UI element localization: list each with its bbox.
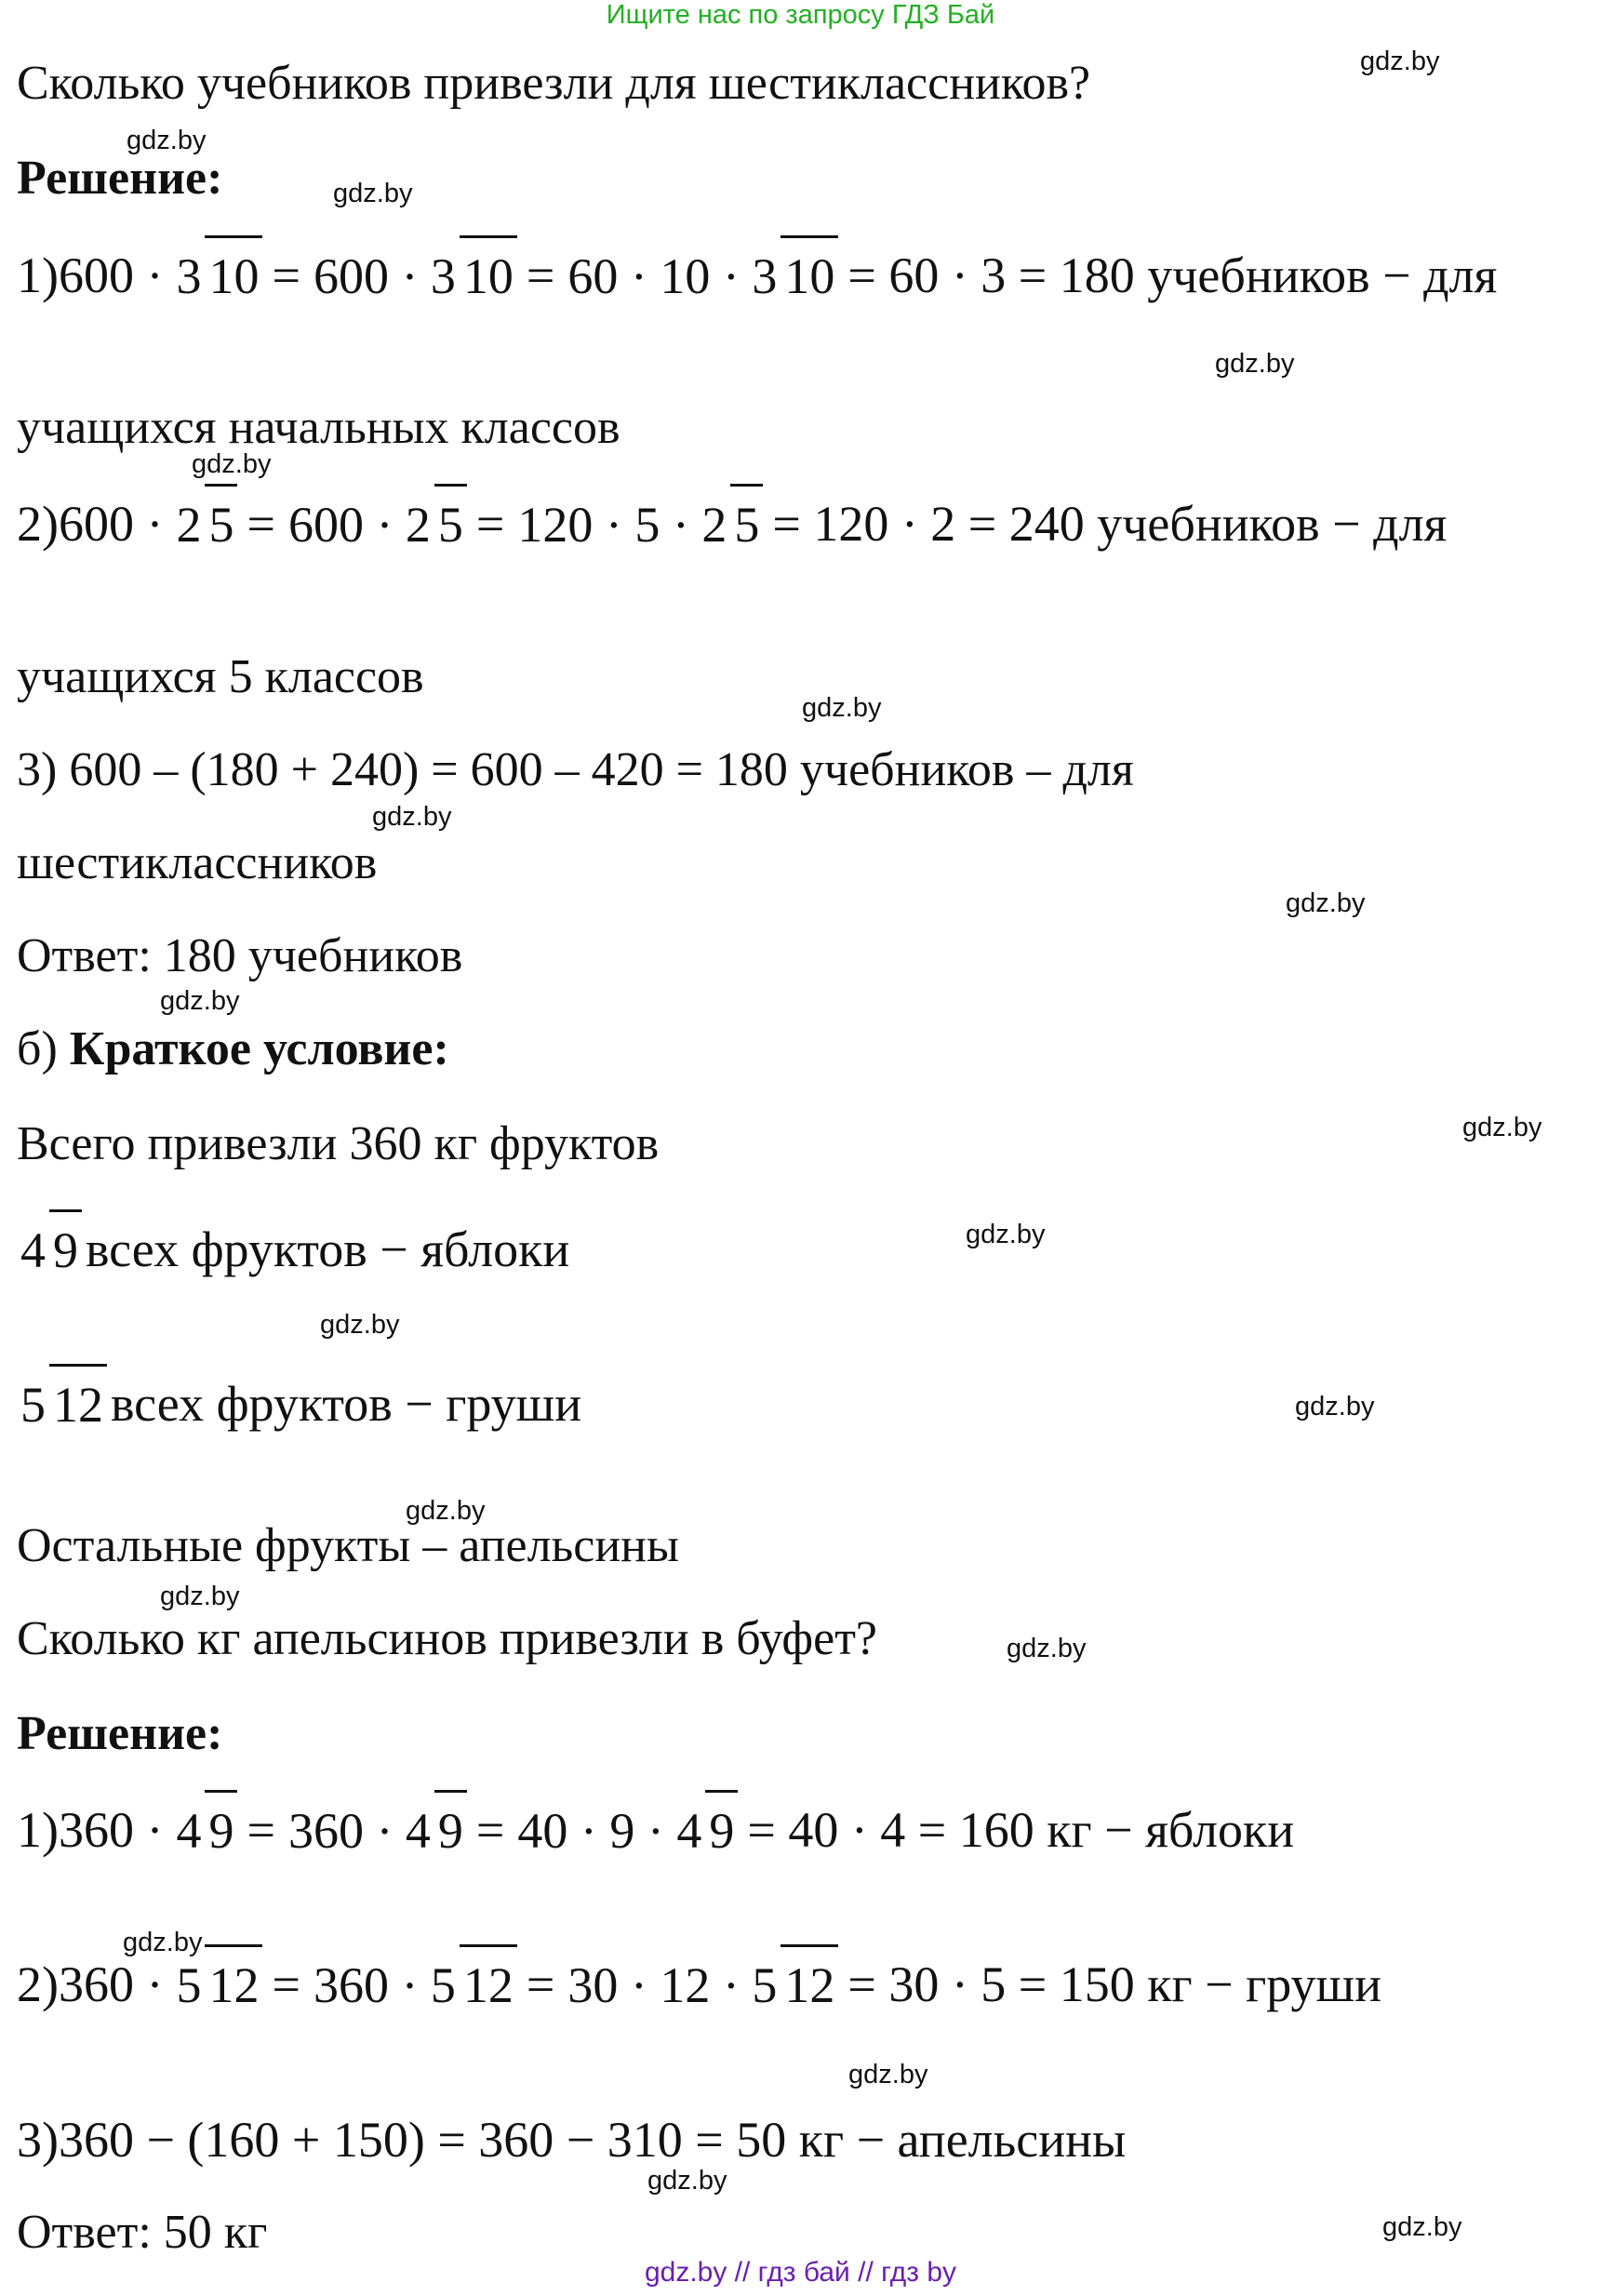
question-a: Сколько учебников привезли для шестиклассников? (17, 57, 1091, 110)
numerator: 5 (20, 1377, 46, 1433)
fraction (564, 1944, 838, 2023)
solution-label-a: Решение: (17, 152, 223, 205)
fraction (564, 235, 838, 314)
solution-label-b: Решение: (17, 1707, 223, 1760)
step-1-equation (17, 235, 1497, 314)
numerator: 60 · 10 · 3 (567, 248, 778, 304)
fraction (17, 1364, 107, 1443)
numerator: 360 · 5 (313, 1957, 456, 2013)
watermark: gdz.by (192, 449, 272, 479)
step-2-prefix: 2)600 · (17, 495, 164, 552)
numerator: 5 (176, 1957, 202, 2013)
fraction (285, 1790, 467, 1869)
numerator: 2 (176, 497, 202, 553)
denominator: 10 (460, 235, 517, 305)
numerator: 120 · 5 · 2 (517, 497, 727, 553)
watermark: gdz.by (333, 179, 413, 208)
watermark: gdz.by (1295, 1392, 1375, 1422)
fraction (17, 1209, 82, 1288)
watermark: gdz.by (1360, 47, 1440, 76)
b-step-2-prefix: 2)360 · (17, 1956, 164, 2012)
fraction (172, 484, 237, 563)
equals-sign: = (526, 1956, 555, 2012)
numerator: 4 (20, 1222, 46, 1278)
b-step-1-prefix: 1)360 · (17, 1801, 164, 1858)
watermark: gdz.by (160, 1582, 240, 1611)
b-step-2-result: = 30 · 5 = 150 кг − груши (847, 1956, 1382, 2012)
denominator: 9 (434, 1790, 467, 1860)
step-1-continuation: учащихся начальных классов (17, 401, 620, 454)
numerator: 600 · 3 (313, 248, 456, 304)
denominator: 12 (780, 1944, 838, 2014)
denominator: 12 (205, 1944, 262, 2014)
b-step-3-equation: 3)360 − (160 + 150) = 360 − 310 = 50 кг − апельсины (17, 2112, 1127, 2168)
step-3-continuation: шестиклассников (17, 836, 378, 889)
numerator: 600 · 2 (287, 497, 431, 553)
denominator: 10 (780, 235, 838, 305)
step-1-result: = 60 · 3 = 180 учебников − для (847, 247, 1498, 303)
watermark: gdz.by (372, 802, 452, 832)
top-banner: Ищите нас по запросу ГДЗ Бай (606, 0, 995, 30)
equals-sign: = (247, 495, 275, 552)
watermark: gdz.by (848, 2060, 928, 2089)
equals-sign: = (475, 1801, 505, 1858)
watermark: gdz.by (647, 2166, 727, 2196)
denominator: 5 (434, 484, 467, 554)
denominator: 5 (205, 484, 237, 554)
watermark: gdz.by (1007, 1634, 1087, 1663)
watermark: gdz.by (320, 1310, 400, 1340)
condition-pears (9, 1364, 581, 1443)
denominator: 5 (730, 484, 763, 554)
answer-a: Ответ: 180 учебников (17, 929, 463, 982)
condition-oranges: Остальные фрукты – апельсины (17, 1519, 679, 1572)
denominator: 12 (49, 1364, 107, 1434)
part-b-heading (17, 1021, 449, 1077)
watermark: gdz.by (406, 1496, 486, 1526)
condition-apples (9, 1209, 569, 1288)
b-step-2-equation (17, 1944, 1381, 2023)
watermark: gdz.by (1215, 349, 1295, 379)
step-3-equation: 3) 600 – (180 + 240) = 600 – 420 = 180 учебников – для (17, 743, 1134, 796)
fraction (172, 235, 262, 314)
fraction (514, 484, 763, 563)
b-step-1-equation (17, 1790, 1294, 1869)
footer-links[interactable]: gdz.by // гдз бай // гдз by (644, 2257, 957, 2288)
question-b: Сколько кг апельсинов привезли в буфет? (17, 1612, 878, 1665)
numerator: 3 (176, 248, 202, 304)
fraction (285, 484, 467, 563)
equals-sign: = (526, 247, 555, 303)
step-2-equation (17, 484, 1447, 563)
condition-apples-text: всех фруктов − яблоки (86, 1221, 570, 1277)
watermark: gdz.by (127, 126, 207, 155)
equals-sign: = (272, 247, 300, 303)
denominator: 9 (205, 1790, 237, 1860)
step-1-prefix: 1)600 · (17, 247, 164, 303)
equals-sign: = (475, 495, 505, 552)
b-step-1-result: = 40 · 4 = 160 кг − яблоки (747, 1801, 1295, 1858)
watermark: gdz.by (1382, 2212, 1462, 2242)
part-b-title: Краткое условие: (69, 1022, 449, 1075)
denominator: 12 (460, 1944, 517, 2014)
numerator: 30 · 12 · 5 (567, 1957, 778, 2013)
watermark: gdz.by (966, 1220, 1046, 1249)
denominator: 9 (705, 1790, 738, 1860)
watermark: gdz.by (1462, 1113, 1542, 1142)
watermark: gdz.by (123, 1928, 203, 1957)
part-b-prefix: б) (17, 1022, 58, 1075)
fraction (310, 1944, 517, 2023)
numerator: 4 (176, 1803, 202, 1859)
numerator: 360 · 4 (287, 1803, 431, 1859)
answer-b: Ответ: 50 кг (17, 2206, 268, 2259)
step-2-continuation: учащихся 5 классов (17, 650, 424, 703)
fraction (310, 235, 517, 314)
watermark: gdz.by (1286, 888, 1366, 918)
fraction (172, 1790, 237, 1869)
condition-pears-text: всех фруктов − груши (111, 1375, 582, 1432)
step-2-result: = 120 · 2 = 240 учебников − для (772, 495, 1448, 552)
numerator: 40 · 9 · 4 (517, 1803, 702, 1859)
watermark: gdz.by (160, 986, 240, 1016)
denominator: 9 (49, 1209, 82, 1279)
fraction (514, 1790, 738, 1869)
denominator: 10 (205, 235, 262, 305)
equals-sign: = (247, 1801, 275, 1858)
equals-sign: = (272, 1956, 300, 2012)
condition-total: Всего привезли 360 кг фруктов (17, 1117, 660, 1170)
watermark: gdz.by (802, 693, 882, 723)
